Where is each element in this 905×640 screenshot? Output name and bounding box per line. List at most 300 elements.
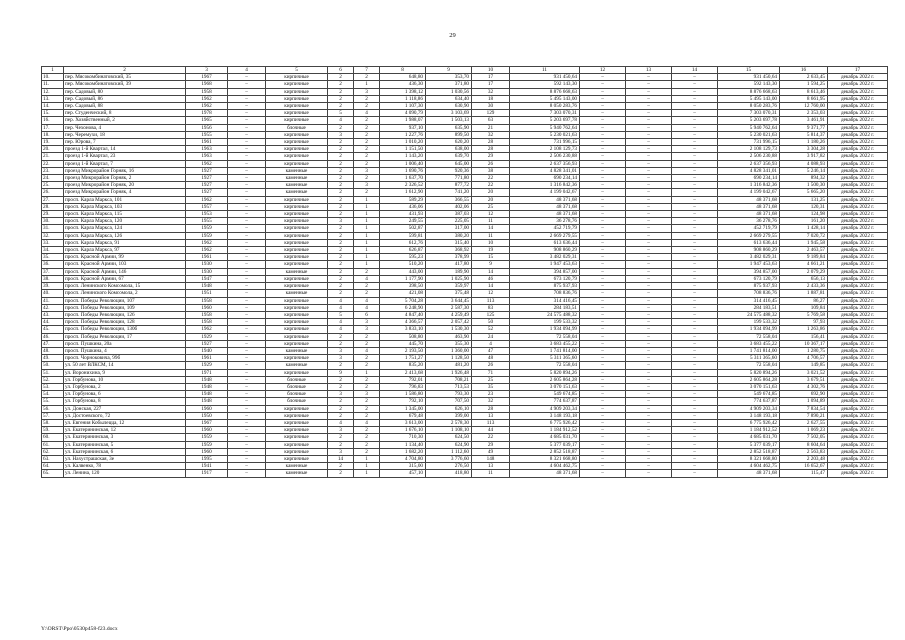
table-cell: 1 316 842,36 [510, 182, 580, 189]
table-cell: 1 143,20 [380, 153, 426, 160]
table-cell: 1930 [186, 268, 228, 275]
table-cell: 1 107,30 [380, 103, 426, 110]
table-cell: 2 [354, 448, 380, 455]
table-cell: 24 575 488,32 [718, 311, 780, 318]
table-cell: кирпичные [266, 88, 328, 95]
table-cell: 1948 [186, 383, 228, 390]
table-cell: – [228, 463, 266, 470]
table-cell: 2 [354, 441, 380, 448]
table-cell: 1927 [186, 167, 228, 174]
table-cell: пер. Садовый, 80 [64, 88, 186, 95]
table-cell: кирпичные [266, 261, 328, 268]
table-cell: – [580, 355, 626, 362]
table-cell: 5 230 021,63 [510, 131, 580, 138]
table-cell: 19. [42, 139, 64, 146]
table-cell: 5 [328, 110, 354, 117]
table-cell: 3 103,69 [426, 110, 472, 117]
table-row [42, 81, 888, 88]
table-cell: 1960 [186, 427, 228, 434]
table-cell: 2 [328, 261, 354, 268]
table-row [42, 239, 888, 246]
table-cell: – [626, 189, 672, 196]
table-cell: – [580, 297, 626, 304]
table-cell: 26 [472, 160, 510, 167]
table-row [42, 412, 888, 419]
table-cell: 3 [328, 355, 354, 362]
table-cell: – [580, 167, 626, 174]
table-cell: 44. [42, 319, 64, 326]
table-cell: 55. [42, 398, 64, 405]
table-cell: – [672, 398, 718, 405]
table-cell: проезд 1-й Квартал, 23 [64, 153, 186, 160]
table-cell: проезд Микрорайон Горняк, 4 [64, 189, 186, 196]
table-cell: – [672, 261, 718, 268]
table-cell: – [626, 196, 672, 203]
table-cell: 63 [472, 117, 510, 124]
table-cell: 774 637,87 [718, 398, 780, 405]
column-number-cell: 7 [354, 67, 380, 74]
table-row [42, 362, 888, 369]
table-cell: 1962 [186, 326, 228, 333]
table-cell: – [672, 441, 718, 448]
table-cell: 4 604 462,75 [718, 463, 780, 470]
table-cell: 4 847,40 [380, 311, 426, 318]
table-cell: – [228, 88, 266, 95]
table-cell: 1 741 814,00 [510, 347, 580, 354]
table-cell: 1962 [186, 239, 228, 246]
table-cell: 3 070 151,63 [718, 383, 780, 390]
table-cell: 2 605 864,28 [510, 376, 580, 383]
table-cell: 9 [328, 369, 354, 376]
table-cell: 1962 [186, 103, 228, 110]
table-cell: 353,70 [426, 74, 472, 81]
table-cell: 1 926,48 [426, 369, 472, 376]
table-cell: 284 183,51 [718, 304, 780, 311]
table-cell: пер. Хозяйственный, 2 [64, 117, 186, 124]
table-cell: каменные [266, 290, 328, 297]
table-cell: 1 586,80 [380, 391, 426, 398]
table-cell: 36 278,76 [510, 218, 580, 225]
table-cell: – [672, 283, 718, 290]
table-cell: блочные [266, 398, 328, 405]
table-cell: декабрь 2022 г. [828, 239, 888, 246]
table-cell: – [580, 304, 626, 311]
table-cell: 2 [354, 131, 380, 138]
table-cell: – [672, 275, 718, 282]
table-cell: 225,05 [426, 218, 472, 225]
table-cell: 1 682,20 [380, 448, 426, 455]
table-cell: декабрь 2022 г. [828, 419, 888, 426]
table-cell: 9 189,84 [780, 254, 828, 261]
table-cell: 32 [472, 398, 510, 405]
table-row [42, 326, 888, 333]
table-cell: 638,00 [426, 146, 472, 153]
table-cell: 937,10 [380, 124, 426, 131]
table-cell: кирпичные [266, 412, 328, 419]
table-cell: 42. [42, 304, 64, 311]
table-cell: декабрь 2022 г. [828, 463, 888, 470]
table-cell: пер. Садовый, 88 [64, 103, 186, 110]
table-cell: 11. [42, 81, 64, 88]
table-cell: – [580, 268, 626, 275]
table-cell: 2 [354, 340, 380, 347]
column-number-cell: 6 [328, 67, 354, 74]
table-cell: – [580, 189, 626, 196]
column-number-cell: 9 [426, 67, 472, 74]
table-cell: 1927 [186, 340, 228, 347]
table-cell: – [228, 131, 266, 138]
table-cell: – [228, 167, 266, 174]
table-cell: 4 685 031,70 [510, 434, 580, 441]
table-cell: – [626, 470, 672, 477]
table-row [42, 196, 888, 203]
table-cell: 1 [354, 211, 380, 218]
table-cell: 1 010,20 [380, 139, 426, 146]
table-cell: декабрь 2022 г. [828, 448, 888, 455]
table-cell: декабрь 2022 г. [828, 232, 888, 239]
table-cell: 2 605 864,28 [718, 376, 780, 383]
table-cell: – [580, 232, 626, 239]
table-cell: 630,90 [426, 103, 472, 110]
table-cell: – [626, 261, 672, 268]
table-cell: ул. Горбунова, 6 [64, 391, 186, 398]
table-cell: – [626, 463, 672, 470]
table-row [42, 448, 888, 455]
table-cell: 15. [42, 110, 64, 117]
table-cell: 28. [42, 203, 64, 210]
table-cell: 199 533,32 [718, 319, 780, 326]
table-cell: 4 706,57 [780, 355, 828, 362]
table-cell: – [228, 470, 266, 477]
table-cell: 1963 [186, 146, 228, 153]
table-cell: 2 [328, 103, 354, 110]
table-cell: 5 230 021,63 [718, 131, 780, 138]
table-cell: 2 [354, 74, 380, 81]
table-cell: 48 [472, 355, 510, 362]
table-cell: 2 [354, 103, 380, 110]
table-row [42, 103, 888, 110]
table-cell: 14 [472, 268, 510, 275]
table-cell: кирпичные [266, 239, 328, 246]
table-cell: 5 940 762,64 [510, 124, 580, 131]
table-row [42, 419, 888, 426]
table-cell: – [672, 189, 718, 196]
table-cell: – [228, 275, 266, 282]
table-cell: 1 360,00 [426, 347, 472, 354]
table-cell: 34. [42, 247, 64, 254]
column-number-cell: 1 [42, 67, 64, 74]
table-cell: – [580, 196, 626, 203]
table-cell: – [672, 124, 718, 131]
table-cell: 2 [328, 196, 354, 203]
table-cell: 731 996,15 [510, 139, 580, 146]
table-cell: – [672, 362, 718, 369]
table-cell: 1 [354, 218, 380, 225]
table-cell: 1 [354, 470, 380, 477]
table-cell: декабрь 2022 г. [828, 434, 888, 441]
table-cell: декабрь 2022 г. [828, 124, 888, 131]
table-cell: 481,20 [426, 362, 472, 369]
table-cell: 613 636,44 [510, 239, 580, 246]
table-cell: 20. [42, 146, 64, 153]
table-cell: просп. Карла Маркса, 120 [64, 218, 186, 225]
table-cell: 1958 [186, 88, 228, 95]
table-row [42, 369, 888, 376]
table-cell: 38. [42, 275, 64, 282]
table-cell: 656,13 [780, 275, 828, 282]
table-cell: проезд Микрорайон Горняк, 16 [64, 167, 186, 174]
table-cell: пер. Юрова, 7 [64, 139, 186, 146]
table-cell: 35. [42, 254, 64, 261]
table-cell: – [228, 146, 266, 153]
table-cell: 592 143,30 [510, 81, 580, 88]
table-cell: 421,08 [380, 290, 426, 297]
table-cell: – [228, 232, 266, 239]
table-cell: – [626, 333, 672, 340]
table-cell: – [626, 297, 672, 304]
table-cell: 1962 [186, 247, 228, 254]
table-cell: 1 500,30 [780, 182, 828, 189]
table-cell: – [228, 419, 266, 426]
table-cell: 29. [42, 211, 64, 218]
table-cell: 1950 [186, 412, 228, 419]
table-cell: 4 259,49 [426, 311, 472, 318]
table-cell: 2 [354, 362, 380, 369]
table-cell: 463,90 [426, 333, 472, 340]
table-cell: 1 094,89 [780, 398, 828, 405]
table-cell: 54. [42, 391, 64, 398]
table-cell: – [228, 391, 266, 398]
table-cell: 16 652,67 [780, 463, 828, 470]
table-cell: пер. Мясокомбинатовский, 39 [64, 81, 186, 88]
table-row [42, 175, 888, 182]
table-cell: – [228, 355, 266, 362]
table-cell: ул. Екатерининская, 6 [64, 448, 186, 455]
table-cell: 1957 [186, 203, 228, 210]
table-cell: 148 [472, 455, 510, 462]
table-cell: 1958 [186, 311, 228, 318]
table-cell: – [626, 117, 672, 124]
table-cell: 23. [42, 167, 64, 174]
table-cell: – [228, 434, 266, 441]
table-cell: 5 495 143,00 [510, 95, 580, 102]
table-cell: 4 909 203,34 [510, 405, 580, 412]
table-row [42, 131, 888, 138]
table-cell: – [626, 182, 672, 189]
table-cell: 2 326,52 [380, 182, 426, 189]
table-cell: 549 674,85 [510, 391, 580, 398]
table-cell: – [580, 160, 626, 167]
table-cell: – [626, 103, 672, 110]
table-cell: 45. [42, 326, 64, 333]
table-cell: 7 502,05 [780, 434, 828, 441]
table-cell: декабрь 2022 г. [828, 153, 888, 160]
table-row [42, 153, 888, 160]
table-cell: 1 263,86 [780, 326, 828, 333]
table-cell: 771,80 [426, 175, 472, 182]
table-cell: каменные [266, 182, 328, 189]
table-cell: 4 090,79 [380, 110, 426, 117]
table-cell: 2 [328, 398, 354, 405]
table-cell: кирпичные [266, 369, 328, 376]
table-cell: 7 303 070,31 [510, 110, 580, 117]
table-cell: – [228, 326, 266, 333]
table-cell: – [228, 311, 266, 318]
table-cell: – [672, 304, 718, 311]
table-cell: 5 203 697,78 [510, 117, 580, 124]
table-cell: – [672, 182, 718, 189]
table-cell: 64. [42, 463, 64, 470]
table-cell: 1 [354, 261, 380, 268]
table-cell: просп. Карла Маркса, 101 [64, 196, 186, 203]
table-cell: 4 [354, 275, 380, 282]
table-cell: 125 [472, 311, 510, 318]
table-cell: каменные [266, 167, 328, 174]
table-cell: 1 594,25 [780, 81, 828, 88]
table-row [42, 434, 888, 441]
table-cell: – [228, 283, 266, 290]
table-cell: проезд 1-й Квартал, 14 [64, 146, 186, 153]
table-cell: 1 690,76 [380, 167, 426, 174]
table-cell: – [626, 74, 672, 81]
table-cell: 6 [354, 311, 380, 318]
table-cell: – [626, 369, 672, 376]
table-cell: – [626, 254, 672, 261]
table-cell: – [626, 81, 672, 88]
table-cell: 2 108 129,73 [718, 146, 780, 153]
table-cell: просп. Карла Маркса, 115 [64, 211, 186, 218]
table-row [42, 124, 888, 131]
table-cell: 2 [354, 290, 380, 297]
table-cell: – [626, 268, 672, 275]
table-cell: 2 [328, 160, 354, 167]
table-cell: 2 [354, 333, 380, 340]
table-cell: 2 057,42 [426, 319, 472, 326]
table-cell: 2 [354, 398, 380, 405]
table-cell: – [626, 146, 672, 153]
table-cell: 2 633,45 [780, 74, 828, 81]
table-row [42, 333, 888, 340]
table-cell: 48 371,68 [510, 196, 580, 203]
table-cell: 315,00 [380, 463, 426, 470]
table-cell: 60. [42, 434, 64, 441]
table-cell: 4 [328, 419, 354, 426]
table-cell: кирпичные [266, 275, 328, 282]
table-cell: декабрь 2022 г. [828, 347, 888, 354]
column-number-cell: 14 [672, 67, 718, 74]
table-cell: просп. Победы Революции, 109 [64, 304, 186, 311]
table-cell: просп. Карла Маркса, 103 [64, 203, 186, 210]
table-cell: 1958 [186, 319, 228, 326]
table-cell: – [580, 146, 626, 153]
table-cell: 30 [472, 103, 510, 110]
table-cell: – [580, 139, 626, 146]
table-cell: 10 [472, 239, 510, 246]
table-row [42, 261, 888, 268]
table-cell: 931 450,64 [718, 74, 780, 81]
table-cell: 4 [354, 419, 380, 426]
table-cell: 6 248,90 [380, 304, 426, 311]
table-cell: каменные [266, 470, 328, 477]
table-row [42, 95, 888, 102]
table-cell: 1967 [186, 419, 228, 426]
table-cell: 317,00 [426, 225, 472, 232]
table-cell: кирпичные [266, 74, 328, 81]
table-cell: ул. Горбунова, 2 [64, 383, 186, 390]
table-cell: – [228, 160, 266, 167]
table-cell: – [672, 290, 718, 297]
table-cell: 49. [42, 355, 64, 362]
table-cell: 2 [354, 434, 380, 441]
table-cell: 387,03 [426, 211, 472, 218]
table-cell: кирпичные [266, 333, 328, 340]
table-cell: 2 627,55 [780, 419, 828, 426]
table-cell: 2 193,50 [380, 347, 426, 354]
table-cell: декабрь 2022 г. [828, 383, 888, 390]
table-cell: 417,80 [426, 261, 472, 268]
column-number-cell: 4 [228, 67, 266, 74]
table-cell: – [228, 290, 266, 297]
table-cell: – [580, 398, 626, 405]
table-cell: 1 030,56 [426, 88, 472, 95]
table-row [42, 427, 888, 434]
table-cell: – [672, 355, 718, 362]
table-cell: 129 [472, 110, 510, 117]
table-cell: 1 [354, 232, 380, 239]
table-cell: – [228, 175, 266, 182]
table-cell: – [626, 283, 672, 290]
table-cell: 436,30 [380, 81, 426, 88]
table-cell: просп. Ленинского Комсомола, 2 [64, 290, 186, 297]
table-cell: декабрь 2022 г. [828, 160, 888, 167]
table-cell: – [672, 405, 718, 412]
table-cell: 37. [42, 268, 64, 275]
table-cell: декабрь 2022 г. [828, 117, 888, 124]
table-cell: 7 890,21 [780, 412, 828, 419]
table-cell: 3 [328, 391, 354, 398]
table-cell: – [580, 463, 626, 470]
table-cell: кирпичные [266, 110, 328, 117]
table-cell: 1 108,10 [426, 427, 472, 434]
table-cell: 2 [328, 88, 354, 95]
table-cell: просп. Победы Революции, 107 [64, 297, 186, 304]
table-row [42, 268, 888, 275]
table-cell: декабрь 2022 г. [828, 283, 888, 290]
table-cell: декабрь 2022 г. [828, 297, 888, 304]
table-cell: кирпичные [266, 225, 328, 232]
table-cell: 2 852 518,87 [718, 448, 780, 455]
table-row [42, 391, 888, 398]
table-cell: – [672, 88, 718, 95]
table-cell: 1 316 842,36 [718, 182, 780, 189]
table-cell: – [626, 160, 672, 167]
table-cell: декабрь 2022 г. [828, 189, 888, 196]
table-cell: 24. [42, 175, 64, 182]
table-cell: 5 820 894,26 [718, 369, 780, 376]
table-cell: 7 020,72 [780, 232, 828, 239]
table-row [42, 74, 888, 81]
table-cell: декабрь 2022 г. [828, 304, 888, 311]
table-cell: – [580, 203, 626, 210]
table-cell: декабрь 2022 г. [828, 81, 888, 88]
table-cell: – [626, 383, 672, 390]
table-cell: 3 [354, 391, 380, 398]
table-cell: 48 371,68 [718, 470, 780, 477]
table-cell: 10 367,17 [780, 340, 828, 347]
column-number-cell: 12 [580, 67, 626, 74]
table-cell: 25 [472, 203, 510, 210]
table-cell: 3 [354, 319, 380, 326]
